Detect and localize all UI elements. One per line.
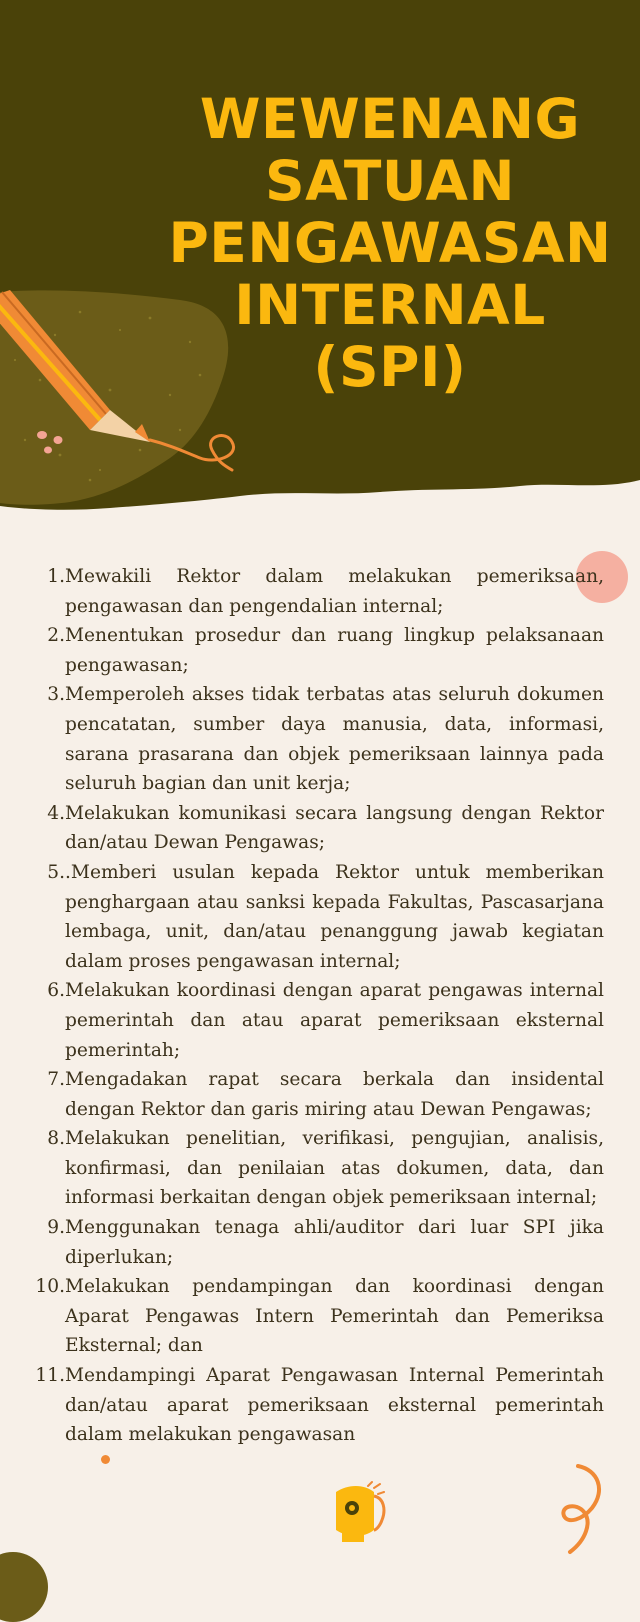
item-text: Mewakili Rektor dalam melakukan pemeriksaan, pengawasan dan pengendalian internal; — [65, 566, 604, 617]
list-item — [28, 621, 604, 680]
item-text: Melakukan komunikasi secara langsung dengan Rektor dan/atau Dewan Pengawas; — [65, 802, 604, 854]
title-line-1: WEWENANG — [199, 87, 581, 151]
item-text: Melakukan penelitian, verifikasi, pengujian, analisis, konfirmasi, dan penilaian atas dokumen, data, dan informasi berkaitan dengan objek pemeriksaan internal; — [65, 1128, 604, 1209]
list-item — [28, 976, 604, 1065]
authority-list — [28, 562, 604, 1450]
title-line-4: INTERNAL — [234, 273, 546, 337]
item-text: Menggunakan tenaga ahli/auditor dari luar SPI jika diperlukan; — [65, 1217, 604, 1268]
list-item — [28, 1065, 604, 1124]
list-item — [28, 1124, 604, 1213]
item-text: Memperoleh akses tidak terbatas atas seluruh dokumen pencatatan, sumber daya manusia, data, informasi, sarana prasarana dan objek pemeriksaan lainnya pada seluruh bagian dan unit kerja; — [65, 684, 604, 795]
item-number: 4. — [47, 802, 65, 824]
item-number: 7. — [47, 1069, 65, 1091]
list-item — [28, 799, 604, 858]
list-item — [28, 562, 604, 621]
item-number: 1. — [47, 566, 65, 587]
item-number: 10. — [35, 1276, 65, 1298]
item-number: 5. — [47, 861, 65, 883]
orange-dot-icon — [101, 1455, 110, 1464]
pink-dots-icon — [37, 431, 63, 454]
list-item — [28, 1361, 604, 1450]
item-number: 2. — [47, 625, 65, 647]
title-line-5: (SPI) — [313, 335, 467, 399]
item-text: Melakukan koordinasi dengan aparat pengawas internal pemerintah dan atau aparat pemeriksaan eksternal pemerintah; — [65, 980, 604, 1061]
list-item — [28, 680, 604, 798]
item-number: 8. — [47, 1128, 65, 1150]
squiggle-bottom-icon — [550, 1462, 620, 1562]
item-text: Menentukan prosedur dan ruang lingkup pelaksanaan pengawasan; — [65, 625, 604, 676]
title-line-3: PENGAWASAN — [168, 211, 612, 275]
title-line-2: SATUAN — [265, 149, 515, 213]
item-number: 9. — [47, 1217, 65, 1239]
item-text: Melakukan pendampingan dan koordinasi dengan Aparat Pengawas Intern Pemerintah dan Pemeriksa Eksternal; dan — [65, 1276, 604, 1357]
item-number: 11. — [35, 1365, 65, 1387]
list-item — [28, 1213, 604, 1272]
item-number: 3. — [47, 684, 65, 706]
corner-circle-icon — [0, 1552, 48, 1622]
list-item — [28, 1272, 604, 1361]
squiggle-icon — [150, 436, 234, 470]
pencil-icon — [0, 290, 250, 490]
item-number: 6. — [47, 980, 65, 1002]
item-text: Mendampingi Aparat Pengawasan Internal Pemerintah dan/atau aparat pemeriksaan eksternal pemerintah dalam melakukan pengawasan — [65, 1365, 604, 1446]
item-text: Mengadakan rapat secara berkala dan insidental dengan Rektor dan garis miring atau Dewan Pengawas; — [65, 1069, 604, 1120]
megaphone-icon — [330, 1480, 400, 1550]
item-text: .Memberi usulan kepada Rektor untuk memberikan penghargaan atau sanksi kepada Fakultas, Pascasarjana lembaga, unit, dan/atau penanggung jawab kegiatan dalam proses pengawasan internal; — [65, 861, 604, 972]
list-item — [28, 858, 604, 976]
